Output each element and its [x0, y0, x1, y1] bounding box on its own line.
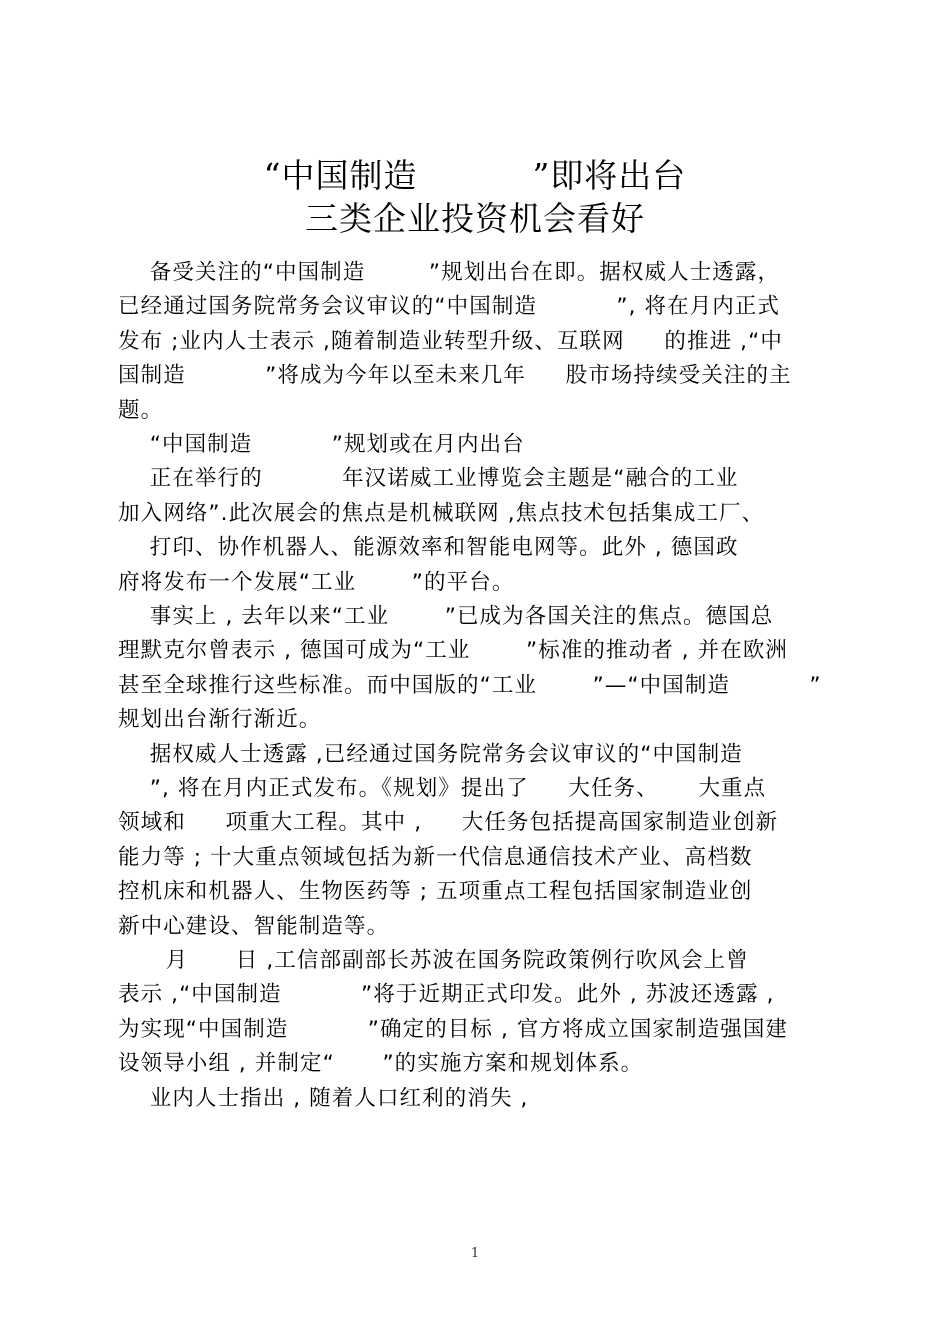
body-text-line: 表示 ,“中国制造 ”将于近期正式印发。此外 , 苏波还透露 , [118, 982, 775, 1008]
body-text-line: 能力等 ; 十大重点领域包括为新一代信息通信技术产业、高档数 [118, 844, 753, 870]
body-text-line: 月 日 ,工信部副部长苏波在国务院政策例行吹风会上曾 [118, 948, 749, 973]
body-text-line: “中国制造 ”规划或在月内出台 [118, 432, 525, 457]
body-text-line: 据权威人士透露 ,已经通过国务院常务会议审议的“中国制造 [118, 741, 743, 767]
body-text-line: 规划出台渐行渐近。 [118, 707, 322, 733]
body-text-line: 业内人士指出 , 随着人口红利的消失 , [118, 1085, 529, 1111]
body-text-line: 甚至全球推行这些标准。而中国版的“工业 ”—“中国制造 ” [118, 672, 822, 698]
body-text-line: 设领导小组 , 并制定“ ”的实施方案和规划体系。 [118, 1051, 644, 1077]
body-text-line: 事实上 , 去年以来“工业 ”已成为各国关注的焦点。德国总 [118, 604, 774, 629]
body-text-line: 控机床和机器人、生物医药等 ; 五项重点工程包括国家制造业创 [118, 879, 753, 905]
body-text-line: 领域和 项重大工程。其中 , 大任务包括提高国家制造业创新 [118, 810, 779, 836]
body-text-line: 备受关注的“中国制造 ”规划出台在即。据权威人士透露， [118, 260, 781, 285]
body-text-line: 国制造 ”将成为今年以至未来几年 股市场持续受关注的主 [118, 363, 792, 389]
body-text-line: 府将发布一个发展“工业 ”的平台。 [118, 569, 515, 595]
body-text-line: 为实现“中国制造 ”确定的目标 , 官方将成立国家制造强国建 [118, 1016, 789, 1042]
body-text-line: 已经通过国务院常务会议审议的“中国制造 ”, 将在月内正式 [118, 294, 781, 320]
body-text-line: 发布 ;业内人士表示 ,随着制造业转型升级、互联网 的推进 ,“中 [118, 328, 783, 354]
body-text-line: 加入网络”.此次展会的焦点是机械联网 ,焦点技术包括集成工厂、 [118, 500, 765, 526]
body-text-line: 题。 [118, 397, 164, 423]
body-text-line: 正在举行的 年汉诺威工业博览会主题是“融合的工业 [118, 466, 739, 492]
body-text-line: ”, 将在月内正式发布。《规划》提出了 大任务、 大重点 [118, 776, 767, 801]
page-number: 1 [470, 1246, 480, 1261]
body-text-line: 新中心建设、智能制造等。 [118, 913, 390, 939]
body-text-line: 打印、协作机器人、能源效率和智能电网等。此外 , 德国政 [118, 535, 739, 561]
document-title-line-2: 三类企业投资机会看好 [305, 199, 645, 238]
body-text-line: 理默克尔曾表示 , 德国可成为“工业 ”标准的推动者 , 并在欧洲 [118, 638, 789, 664]
document-title-line-1: “中国制造 ”即将出台 [263, 156, 687, 195]
